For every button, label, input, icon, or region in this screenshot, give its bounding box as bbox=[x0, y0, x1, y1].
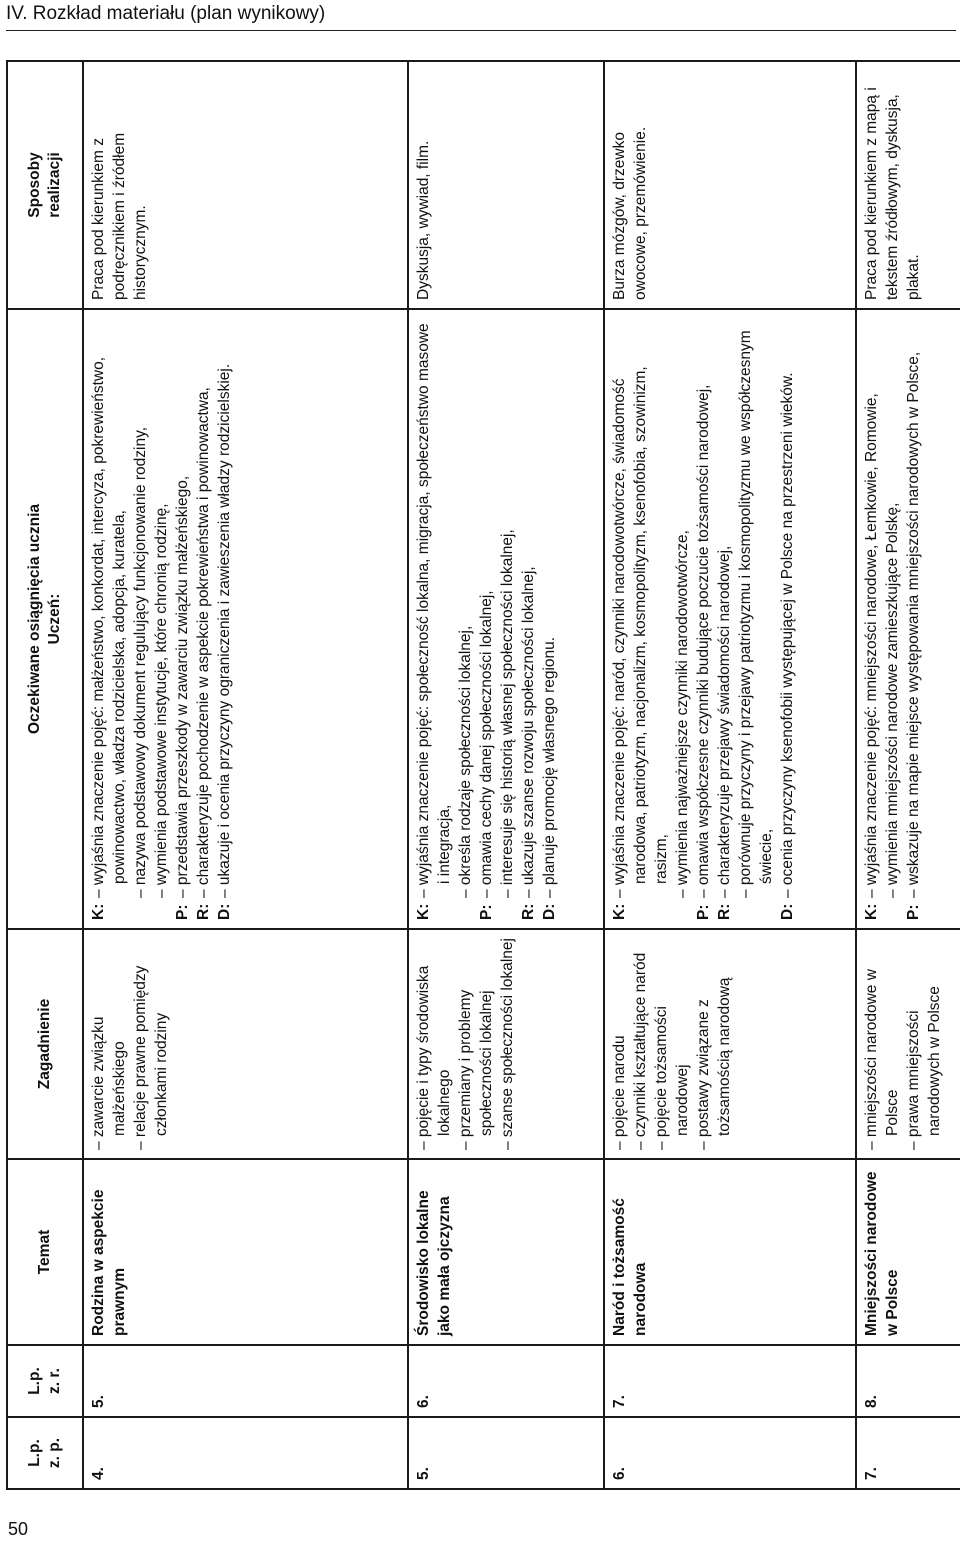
achievement-item: – wyjaśnia znaczenie pojęć: naród, czynniki narodowotwórcze, świadomość narodowa, patriotyzm, nacjonalizm, kosmopolityzm, ksenofobia, szowinizm, rasizm, bbox=[609, 318, 672, 898]
achievement-items bbox=[714, 318, 777, 898]
achievement-item: – charakteryzuje przejawy świadomości narodowej, bbox=[714, 318, 735, 898]
achievement-item: – wyjaśnia znaczenie pojęć: małżeństwo, konkordat, intercyza, pokrewieństwo, powinowactwo, władza rodzicielska, adopcja, kuratela, bbox=[88, 318, 130, 898]
cell-lpr: 7. bbox=[604, 1345, 856, 1417]
achievement-item: – wymienia mniejszości narodowe zamieszkujące Polskę, bbox=[882, 318, 903, 898]
achievement-item: – porównuje przyczyny i przejawy patriotyzmu i kosmopolityzmu we współczesnym świecie, bbox=[735, 318, 777, 898]
cell-lp: 6. bbox=[604, 1417, 856, 1489]
page-number: 50 bbox=[8, 1519, 29, 1539]
header-divider bbox=[6, 30, 956, 31]
col-header-sposoby bbox=[7, 61, 83, 309]
table-row bbox=[408, 61, 604, 1489]
achievement-level-label: K: bbox=[415, 903, 432, 920]
cell-sposoby: Burza mózgów, drzewko owocowe, przemówienie. bbox=[604, 61, 856, 309]
col-header-sposoby-line2: realizacji bbox=[46, 152, 63, 218]
achievement-items bbox=[777, 318, 798, 898]
achievement-group bbox=[518, 318, 539, 920]
achievement-item: – nazywa podstawowy dokument regulujący funkcjonowanie rodziny, bbox=[130, 318, 151, 898]
zagadnienie-item: – prawa mniejszości narodowych w Polsce bbox=[903, 938, 945, 1150]
col-header-lp bbox=[7, 1417, 83, 1489]
achievement-group bbox=[903, 318, 924, 920]
zagadnienie-list bbox=[413, 938, 518, 1150]
achievement-group bbox=[172, 318, 193, 920]
col-header-lp-line1: L.p. bbox=[26, 1439, 43, 1467]
achievement-item: – ocenia przyczyny ksenofobii występującej w Polsce na przestrzeni wieków. bbox=[777, 318, 798, 898]
cell-lp: 7. bbox=[856, 1417, 960, 1489]
achievement-group bbox=[861, 318, 903, 920]
achievement-items bbox=[903, 318, 924, 898]
col-header-lpr bbox=[7, 1345, 83, 1417]
achievement-item: – przedstawia przeszkody w zawarciu związku małżeńskiego, bbox=[172, 318, 193, 898]
zagadnienie-item: – pojęcie narodu bbox=[609, 938, 630, 1150]
achievement-item: – wymienia najważniejsze czynniki narodowotwórcze, bbox=[672, 318, 693, 898]
achievement-level-label: P: bbox=[695, 904, 712, 920]
col-header-sposoby-line1: Sposoby bbox=[26, 152, 43, 218]
achievement-item: – wskazuje na mapie miejsce występowania mniejszości narodowych w Polsce, bbox=[903, 318, 924, 898]
achievement-level-label: K: bbox=[611, 903, 628, 920]
achievement-group bbox=[609, 318, 693, 920]
achievement-item: – charakteryzuje pochodzenie w aspekcie pokrewieństwa i powinowactwa, bbox=[193, 318, 214, 898]
cell-osiagniecia bbox=[83, 309, 408, 929]
cell-zagadnienie bbox=[83, 929, 408, 1159]
zagadnienie-list bbox=[88, 938, 172, 1150]
achievement-items bbox=[693, 318, 714, 898]
achievement-level-label: D: bbox=[216, 903, 233, 920]
zagadnienie-item: – szanse społeczności lokalnej bbox=[497, 938, 518, 1150]
rotated-table-frame bbox=[6, 62, 952, 1490]
cell-temat: Środowisko lokalne jako mała ojczyzna bbox=[408, 1159, 604, 1345]
achievement-item: – interesuje się historią własnej społeczności lokalnej, bbox=[497, 318, 518, 898]
col-header-osiagniecia-line1: Oczekiwane osiągnięcia ucznia bbox=[26, 504, 43, 735]
cell-zagadnienie bbox=[408, 929, 604, 1159]
cell-lp: 5. bbox=[408, 1417, 604, 1489]
achievement-level-label: D: bbox=[541, 903, 558, 920]
col-header-lpr-line1: L.p. bbox=[26, 1367, 43, 1395]
achievement-group bbox=[777, 318, 798, 920]
zagadnienie-item: – przemiany i problemy społeczności lokalnej bbox=[455, 938, 497, 1150]
cell-lpr: 8. bbox=[856, 1345, 960, 1417]
col-header-zagadnienie: Zagadnienie bbox=[7, 929, 83, 1159]
achievement-items bbox=[476, 318, 518, 898]
achievement-level-label: K: bbox=[863, 903, 880, 920]
cell-lpr: 5. bbox=[83, 1345, 408, 1417]
achievement-items bbox=[193, 318, 214, 898]
zagadnienie-item: – postawy związane z tożsamością narodową bbox=[693, 938, 735, 1150]
achievement-level-label: P: bbox=[478, 904, 495, 920]
achievement-group bbox=[413, 318, 476, 920]
achievement-item: – ukazuje i ocenia przyczyny ograniczenia i zawieszenia władzy rodzicielskiej. bbox=[214, 318, 235, 898]
col-header-osiagniecia bbox=[7, 309, 83, 929]
col-header-lp-line2: z. p. bbox=[46, 1437, 63, 1469]
achievement-group bbox=[539, 318, 560, 920]
cell-sposoby: Praca pod kierunkiem z mapą i tekstem źródłowym, dyskusja, plakat. bbox=[856, 61, 960, 309]
achievement-item: – omawia cechy danej społeczności lokalnej, bbox=[476, 318, 497, 898]
cell-lp: 4. bbox=[83, 1417, 408, 1489]
achievement-items bbox=[518, 318, 539, 898]
achievement-items bbox=[214, 318, 235, 898]
achievement-level-label: K: bbox=[90, 903, 107, 920]
cell-osiagniecia bbox=[856, 309, 960, 929]
cell-temat: Mniejszości narodowe w Polsce bbox=[856, 1159, 960, 1345]
zagadnienie-item: – pojęcie tożsamości narodowej bbox=[651, 938, 693, 1150]
achievement-item: – ukazuje szanse rozwoju społeczności lokalnej, bbox=[518, 318, 539, 898]
rotated-table-wrapper bbox=[6, 62, 952, 1490]
achievement-item: – omawia współczesne czynniki budujące poczucie tożsamości narodowej, bbox=[693, 318, 714, 898]
achievement-group bbox=[714, 318, 777, 920]
achievement-level-label: P: bbox=[174, 904, 191, 920]
achievement-group bbox=[476, 318, 518, 920]
zagadnienie-item: – pojęcie i typy środowiska lokalnego bbox=[413, 938, 455, 1150]
col-header-lpr-line2: z. r. bbox=[46, 1368, 63, 1394]
col-header-osiagniecia-line2: Uczeń: bbox=[46, 593, 63, 645]
achievement-item: – określa rodzaje społeczności lokalnej, bbox=[455, 318, 476, 898]
achievement-level-label: R: bbox=[716, 903, 733, 920]
cell-sposoby: Dyskusja, wywiad, film. bbox=[408, 61, 604, 309]
achievement-level-label: D: bbox=[779, 903, 796, 920]
table-header-row bbox=[7, 61, 83, 1489]
cell-temat: Naród i tożsamość narodowa bbox=[604, 1159, 856, 1345]
cell-zagadnienie bbox=[604, 929, 856, 1159]
achievement-level-label: R: bbox=[195, 903, 212, 920]
table-row bbox=[604, 61, 856, 1489]
achievement-items bbox=[88, 318, 172, 898]
achievement-item: – wymienia podstawowe instytucje, które chronią rodzinę, bbox=[151, 318, 172, 898]
table-row bbox=[856, 61, 960, 1489]
col-header-temat: Temat bbox=[7, 1159, 83, 1345]
achievement-item: – wyjaśnia znaczenie pojęć: społeczność lokalna, migracja, społeczeństwo masowe i integracja, bbox=[413, 318, 455, 898]
plan-table bbox=[6, 60, 960, 1490]
cell-sposoby: Praca pod kierunkiem z podręcznikiem i źródłem historycznym. bbox=[83, 61, 408, 309]
cell-temat: Rodzina w aspekcie prawnym bbox=[83, 1159, 408, 1345]
zagadnienie-item: – relacje prawne pomiędzy członkami rodziny bbox=[130, 938, 172, 1150]
achievement-group bbox=[193, 318, 214, 920]
achievement-items bbox=[413, 318, 476, 898]
achievement-level-label: R: bbox=[520, 903, 537, 920]
achievement-items bbox=[861, 318, 903, 898]
cell-osiagniecia bbox=[604, 309, 856, 929]
achievement-item: – planuje promocję własnego regionu. bbox=[539, 318, 560, 898]
page-header-title: IV. Rozkład materiału (plan wynikowy) bbox=[6, 3, 326, 24]
achievement-level-label: P: bbox=[905, 904, 922, 920]
table-body bbox=[83, 61, 960, 1489]
cell-lpr: 6. bbox=[408, 1345, 604, 1417]
achievement-items bbox=[609, 318, 693, 898]
achievement-items bbox=[172, 318, 193, 898]
achievement-item: – wyjaśnia znaczenie pojęć: mniejszości narodowe, Łemkowie, Romowie, bbox=[861, 318, 882, 898]
cell-zagadnienie bbox=[856, 929, 960, 1159]
zagadnienie-item: – zawarcie związku małżeńskiego bbox=[88, 938, 130, 1150]
achievement-group bbox=[214, 318, 235, 920]
table-row bbox=[83, 61, 408, 1489]
zagadnienie-list bbox=[609, 938, 735, 1150]
zagadnienie-item: – mniejszości narodowe w Polsce bbox=[861, 938, 903, 1150]
achievement-group bbox=[88, 318, 172, 920]
zagadnienie-item: – czynniki kształtujące naród bbox=[630, 938, 651, 1150]
cell-osiagniecia bbox=[408, 309, 604, 929]
zagadnienie-list bbox=[861, 938, 945, 1150]
achievement-items bbox=[539, 318, 560, 898]
achievement-group bbox=[693, 318, 714, 920]
